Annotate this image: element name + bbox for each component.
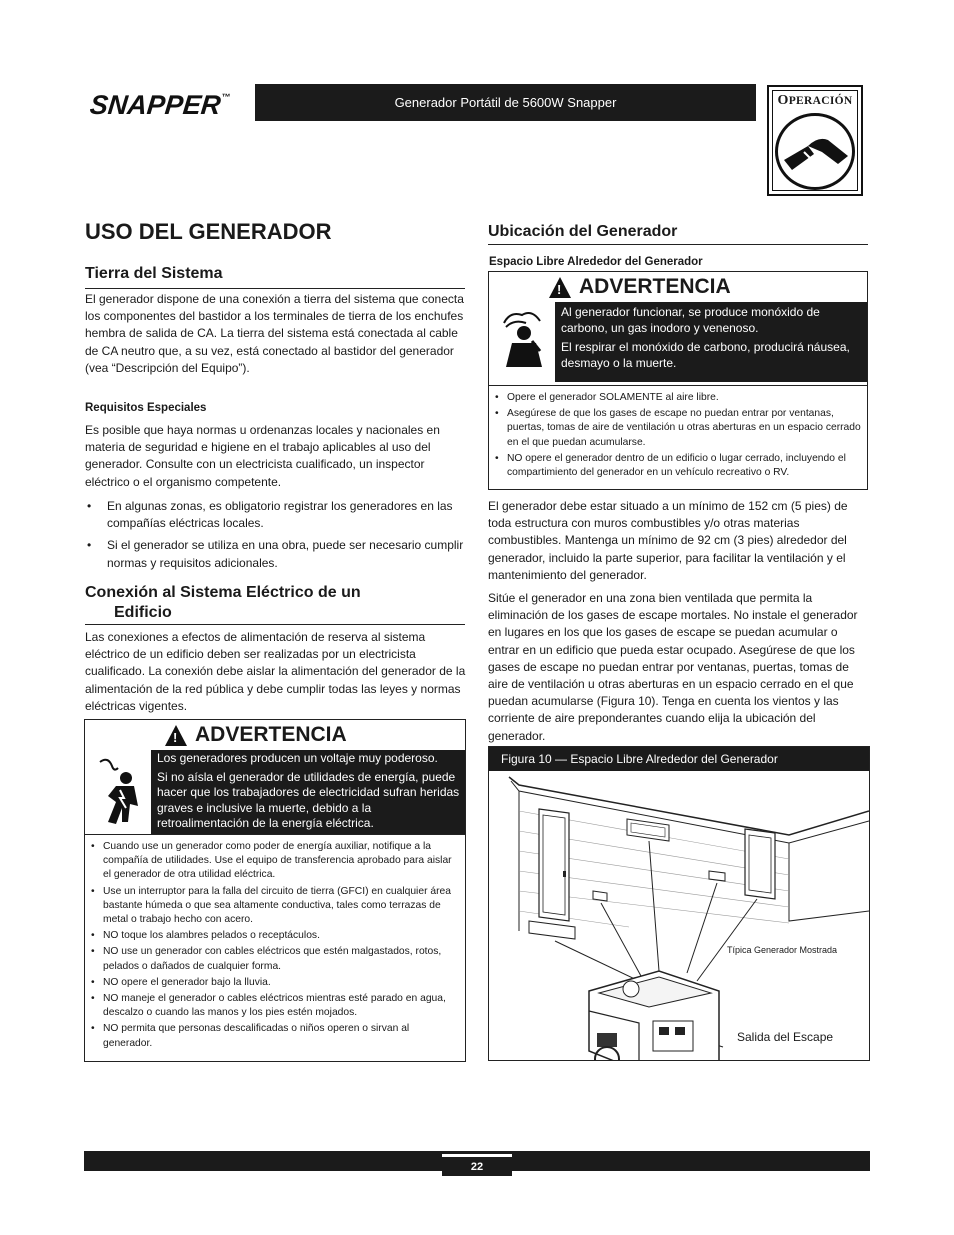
header-title-bar — [255, 84, 756, 121]
ubicacion-body-2: Sitúe el generador en una zona bien ventilada que permita la eliminación de los gases de escape mortales. No instale el generador en lugares en los que los gases de escape se puedan acumular o entrar en un edificio que pueda estar ocupado. Asegúrese de que los gases de escape no puedan entrar por ventanas, puertas, tomas de aire de ventilación u otras aberturas en un espacio cerrado en el que puedan acumularse (Figura 10). Tenga en cuenta los vientos y las corriente de aire preponderantes cuando elija la ubicación del generador. — [488, 591, 858, 743]
section-badge-label: OPERACIÓN — [777, 93, 853, 108]
warning-list — [489, 385, 867, 486]
list-item: • En algunas zonas, es obligatorio registrar los generadores en las compañías eléctricas locales. — [85, 498, 465, 532]
divider — [85, 624, 465, 625]
tierra-body: El generador dispone de una conexión a tierra del sistema que conecta los componentes del bastidor a los terminales de tierra de los enchufes hembra de salida de CA. La tierra del sistema está conectada al cable de CA neutro que, a su vez, está conectado al bastidor del generador (vea “Descripción del Equipo”). — [85, 292, 464, 375]
document-title: Generador Portátil de 5600W Snapper — [394, 95, 617, 110]
requisitos-heading: Requisitos Especiales — [85, 402, 207, 414]
list-item: • NO use un generador con cables eléctricos que estén malgastados, rotos, pelados o dañados de cualquier forma. — [89, 945, 461, 973]
list-item: • NO opere el generador bajo la lluvia. — [89, 976, 461, 990]
list-item: • Use un interruptor para la falla del circuito de tierra (GFCI) en cualquier área bastante húmeda o que sea altamente conductiva, tales como terrazas de metal o trabajo hecho con acero. — [89, 885, 461, 928]
requisitos-body: Es posible que haya normas u ordenanzas locales y nacionales en materia de seguridad e higiene en el trabajo aplicables al uso del generador. Consulte con un electricista cualificado, un inspector eléctrico o el organismo competente. — [85, 423, 440, 489]
warning-triangle-icon — [549, 277, 571, 298]
operation-icon — [775, 113, 855, 190]
tierra-heading: Tierra del Sistema — [85, 265, 223, 282]
list-item: • Asegúrese de que los gases de escape no puedan entrar por ventanas, puertas, tomas de aire de ventilación u otras aberturas en un espacio cerrado en el que puedan acumularse. — [493, 407, 863, 450]
warning-message: Los generadores producen un voltaje muy poderoso. Si no aísla el generador de utilidades de energía, puede hacer que los trabajadores de electricidad sufran heridas graves e inclusive la muerte, debido a la retroalimentación de la energía eléctrica. — [151, 750, 465, 834]
divider — [85, 288, 465, 289]
warning-box-co — [488, 271, 868, 490]
conexion-heading: Conexión al Sistema Eléctrico de un Edificio — [85, 584, 361, 621]
figure-caption: Figura 10 — Espacio Libre Alrededor del Generador — [489, 747, 869, 771]
section-badge — [767, 85, 863, 196]
list-item: • Cuando use un generador como poder de energía auxiliar, notifique a la compañía de utilidades. Use el equipo de transferencia aprobado para aislar el generador de otra utilidad eléctrica. — [89, 840, 461, 883]
warning-triangle-icon — [165, 725, 187, 746]
espacio-heading: Espacio Libre Alrededor del Generador — [489, 256, 703, 268]
warning-box-electrical — [84, 719, 466, 1062]
divider — [488, 244, 868, 245]
exhaust-label: Salida del Escape — [737, 1030, 834, 1044]
list-item: • Opere el generador SOLAMENTE al aire libre. — [493, 391, 863, 405]
snapper-logo: SNAPPER™ — [88, 90, 231, 120]
figure-10 — [488, 746, 870, 1061]
conexion-body: Las conexiones a efectos de alimentación de reserva al sistema eléctrico de un edificio deben ser realizadas por un electricista cualificado. La conexión debe aislar la alimentación del generador de la alimentación de la red pública y debe cumplir todas las leyes y normas eléctricas vigentes. — [85, 630, 466, 713]
list-item: • NO permita que personas descalificadas o niños operen o sirvan al generador. — [89, 1022, 461, 1050]
ubicacion-body-1: El generador debe estar situado a un mínimo de 152 cm (5 pies) de toda estructura con muros combustibles y/o otras materias combustibles. Mantenga un mínimo de 92 cm (3 pies) alrededor del generador, incluido la parte superior, para facilitar la ventilación y el mantenimiento del generador. — [488, 499, 848, 582]
page-number: 22 — [442, 1154, 512, 1176]
warning-list — [85, 834, 465, 1057]
list-item: • NO opere el generador dentro de un edificio o lugar cerrado, incluyendo el compartimiento del generador en un vehículo recreativo o RV. — [493, 452, 863, 480]
warning-title: ! ADVERTENCIA — [85, 720, 465, 750]
figure-note: Típica Generador Mostrada — [727, 945, 838, 955]
list-item: • Si el generador se utiliza en una obra, puede ser necesario cumplir normas y requisitos adicionales. — [85, 537, 465, 571]
electrocution-icon — [85, 750, 151, 834]
gas-mask-icon — [489, 302, 555, 382]
main-title: USO DEL GENERADOR — [85, 219, 332, 244]
requisitos-list — [85, 498, 465, 577]
ubicacion-heading: Ubicación del Generador — [488, 223, 678, 240]
warning-message: Al generador funcionar, se produce monóxido de carbono, un gas inodoro y venenoso. El respirar el monóxido de carbono, producirá náusea, desmayo o la muerte. — [555, 302, 867, 382]
list-item: • NO maneje el generador o cables eléctricos mientras esté parado en agua, descalzo o cuando las manos y los pies estén mojados. — [89, 992, 461, 1020]
generator-clearance-illustration — [489, 771, 869, 1060]
list-item: • NO toque los alambres pelados o receptáculos. — [89, 929, 461, 943]
warning-title: ! ADVERTENCIA — [489, 272, 867, 302]
